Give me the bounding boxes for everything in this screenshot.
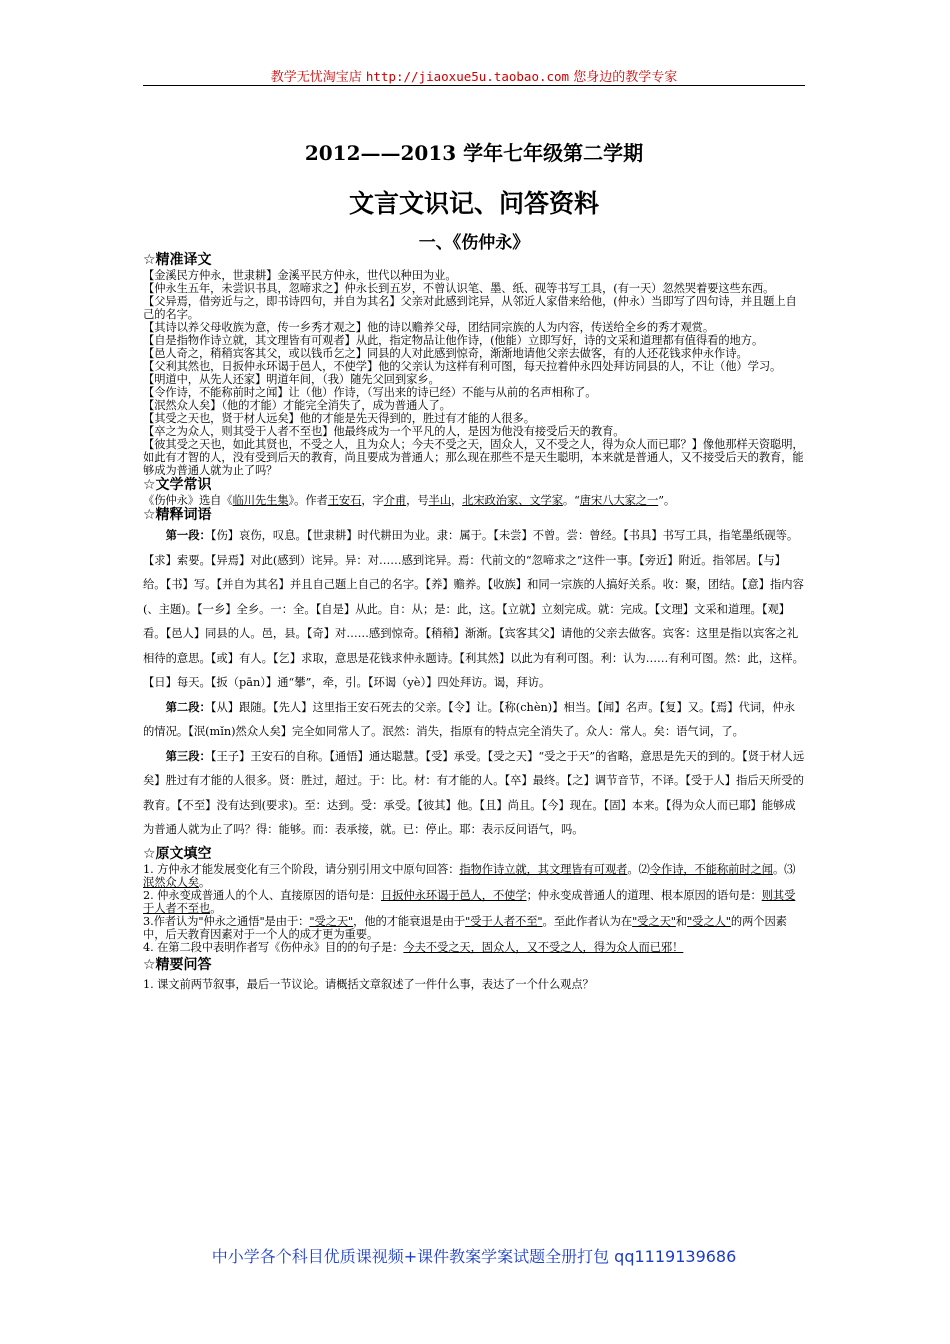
literature-text: ，号 <box>406 494 429 507</box>
fill-answer: 今夫不受之天，固众人，又不受之人，得为众人而已邪！ <box>403 940 684 954</box>
fill-answer: 日扳仲永环谒于邑人，不使学 <box>381 888 527 902</box>
translation-line: 【仲永生五年，未尝识书具，忽啼求之】仲永长到五岁，不曾认识笔、墨、纸、砚等书写工具，(有一天）忽然哭着要这些东西。 <box>143 282 775 295</box>
glossary-paragraph-3 <box>143 745 805 843</box>
translation-line: 【令作诗，不能称前时之闻】让（他）作诗，（写出来的诗已经）不能与从前的名声相称了。 <box>143 386 597 399</box>
section-questions-heading: ☆精要问答 <box>143 956 212 973</box>
fill-text: ，他的才能衰退是由于 <box>353 914 466 928</box>
translation-line: 【金溪民方仲永，世隶耕】金溪平民方仲永，世代以种田为业。 <box>143 269 457 282</box>
fill-text: 。至此作者认为在 <box>542 914 633 928</box>
glossary-paragraph-2 <box>143 696 805 745</box>
section-fill-heading: ☆原文填空 <box>143 845 212 862</box>
literature-text: 。“ <box>562 494 580 507</box>
page-title-lesson: 一、《伤仲永》 <box>418 233 530 253</box>
literature-text: ， <box>450 494 463 507</box>
literature-work: 临川先生集 <box>232 494 289 507</box>
section-literature-heading: ☆文学常识 <box>143 477 212 493</box>
glossary-text: 【王子】王安石的自称。【通悟】通达聪慧。【受】承受。【受之天】“受之于天”的省略，意思是先天的到的。【贤于材人远矣】胜过有才能的人很多。贤：胜过，超过。于：比。材：有才能的人。【卒】最终。【之】调节音节，不译。【受于人】指后天所受的教育。【不至】没有达到(要求)。至：达到。受：承受。【彼其】他。【且】尚且。【今】现在。【固】本来。【得为众人而已耶】能够成为普通人就为止了吗？得：能够。而：表承接，就。已：停止。耶：表示反问语气，吗。 <box>143 749 805 836</box>
literature-rank: 唐宋八大家之一 <box>579 494 659 507</box>
translation-line: 【父异焉，借旁近与之，即书诗四句，并自为其名】父亲对此感到诧异，从邻近人家借来给他，(仲永）当即写了四句诗，并且题上自己的名字。 <box>143 295 797 321</box>
fill-answer: "受于人者不至" <box>465 914 543 928</box>
translation-line: 【自是指物作诗立就，其文理皆有可观者】从此，指定物品让他作诗，(他能）立即写好，诗的文采和道理都有值得看的地方。 <box>143 334 764 347</box>
translation-line: 【卒之为众人，则其受于人者不至也】他最终成为一个平凡的人，是因为他没有接受后天的教育。 <box>143 425 625 438</box>
fill-text: 。 <box>210 901 222 915</box>
fill-text: 1. 方仲永才能发展变化有三个阶段，请分别引用文中原句回答： <box>143 862 460 876</box>
literature-text: 》。作者 <box>288 494 328 507</box>
translation-line: 【其诗以养父母收族为意，传一乡秀才观之】他的诗以赡养父母，团结同宗族的人为内容，传送给全乡的秀才观赏。 <box>143 321 715 334</box>
literature-identity: 北宋政治家、文学家 <box>462 494 563 507</box>
page-header <box>143 66 805 85</box>
fill-question-3 <box>143 915 805 941</box>
fill-text: 。⑶ <box>772 862 796 876</box>
literature-text: ，字 <box>361 494 384 507</box>
fill-text: 4. 在第二段中表明作者写《伤仲永》目的的句子是： <box>143 940 404 954</box>
fill-question-2 <box>143 889 805 915</box>
glossary-text: 【从】跟随。【先人】这里指王安石死去的父亲。【令】让。【称(chèn)】相当。【闻】名声。【复】又。【焉】代词，仲永的情况。【泯(mǐn)然众人矣】完全如同常人了。泯然：消失，指原有的特点完全消失了。众人：常人。矣：语气词，了。 <box>143 700 796 738</box>
fill-answer: "受之人" <box>687 914 731 928</box>
glossary-label: 第三段： <box>165 749 211 763</box>
fill-answer: "受之天" <box>632 914 676 928</box>
fill-answer: 则其受于人者不至也 <box>143 888 796 915</box>
fill-answer: 令作诗，不能称前时之闻 <box>649 862 773 876</box>
literature-text: 《伤仲永》选自《 <box>143 494 233 507</box>
literature-text: ”。 <box>658 494 676 507</box>
glossary-label: 第二段： <box>165 700 211 714</box>
fill-text: ；仲永变成普通人的道理、根本原因的语句是： <box>526 888 762 902</box>
header-rule <box>143 85 805 86</box>
section-translation-heading: ☆精准译文 <box>143 252 212 268</box>
shop-slogan: 您身边的教学专家 <box>573 70 678 85</box>
fill-text: 2. 仲永变成普通人的个人、直接原因的语句是： <box>143 888 382 902</box>
page-title-year: 2012——2013 学年七年级第二学期 <box>304 141 644 165</box>
literature-author: 王安石 <box>327 494 362 507</box>
page-title-main: 文言文识记、问答资料 <box>348 189 599 218</box>
translation-line: 【彼其受之天也，如此其贤也，不受之人，且为众人；今夫不受之天，固众人，又不受之人，得为众人而已耶？】像他那样天资聪明，如此有才智的人，没有受到后天的教育，尚且要成为普通人；那么现在那些不是天生聪明，本来就是普通人，又不接受后天的教育，能够成为普通人就为止了吗？ <box>143 438 804 477</box>
translation-line: 【其受之天也，贤于材人远矣】他的才能是先天得到的，胜过有才能的人很多。 <box>143 412 535 425</box>
translation-line: 【父利其然也，日扳仲永环谒于邑人，不使学】他的父亲认为这样有利可图，每天拉着仲永四处拜访同县的人，不让（他）学习。 <box>143 360 782 373</box>
literature-zi: 介甫 <box>383 494 407 507</box>
shop-name: 教学无忧淘宝店 <box>270 70 362 85</box>
fill-text: 。 <box>199 875 211 889</box>
fill-answer: 指物作诗立就，其文理皆有可观者 <box>459 862 628 876</box>
fill-answer: "受之天" <box>309 914 354 928</box>
glossary-label: 第一段： <box>165 529 211 542</box>
section-glossary-heading: ☆精释词语 <box>143 507 212 523</box>
page-footer: 中小学各个科目优质课视频+课件教案学案试题全册打包 qq1119139686 <box>211 1247 737 1266</box>
content <box>143 252 805 991</box>
fill-text: 的两个因素中，后天教育因素对于一个人的成才更为重要。 <box>143 914 787 941</box>
shop-url[interactable]: http://jiaoxue5u.taobao.com <box>365 69 570 84</box>
literature-line <box>143 494 805 507</box>
translation-line: 【邑人奇之，稍稍宾客其父，或以钱币乞之】同县的人对此感到惊奇，渐渐地请他父亲去做客，有的人还花钱求仲永作诗。 <box>143 347 748 360</box>
fill-answer: 泯然众人矣 <box>143 875 199 889</box>
question-1: 1. 课文前两节叙事，最后一节议论。请概括文章叙述了一件什么事，表达了一个什么观点？ <box>143 977 594 991</box>
fill-question-4 <box>143 941 805 954</box>
fill-question-1 <box>143 863 805 889</box>
glossary-paragraph-1 <box>143 524 805 696</box>
translation-line: 【泯然众人矣】（他的才能）才能完全消失了，成为普通人了。 <box>143 399 451 412</box>
literature-hao: 半山 <box>428 494 451 507</box>
fill-text: 。⑵ <box>627 862 650 876</box>
translation-line: 【明道中，从先人还家】明道年间，（我）随先父回到家乡。 <box>143 373 440 386</box>
fill-text: 和 <box>675 914 688 928</box>
glossary-text: 【伤】哀伤，叹息。【世隶耕】时代耕田为业。隶：属于。【未尝】不曾。尝：曾经。【书具】书写工具，指笔墨纸砚等。【求】索要。【异焉】对此(感到）诧异。异：对……感到诧异。焉：代前文的“忽啼求之”这件一事。【旁近】附近。指邻居。【与】给。【书】写。【并自为其名】并且自己题上自己的名字。【养】赡养。【收族】和同一宗族的人搞好关系。收：聚，团结。【意】指内容(、主题)。【一乡】全乡。一：全。【自是】从此。自：从；是：此，这。【立就】立刻完成。就：完成。【文理】文采和道理。【观】看。【邑人】同县的人。邑，县。【奇】对……感到惊奇。【稍稍】渐渐。【宾客其父】请他的父亲去做客。宾客：这里是指以宾客之礼相待的意思。【或】有人。【乞】求取，意思是花钱求仲永题诗。【利其然】以此为有利可图。利：认为……有利可图。然：此，这样。【日】每天。【扳（pān）】通“攀”，牵，引。【环谒（yè）】四处拜访。谒，拜访。 <box>143 529 804 689</box>
fill-text: 3.作者认为"仲永之通悟"是由于： <box>143 914 310 928</box>
